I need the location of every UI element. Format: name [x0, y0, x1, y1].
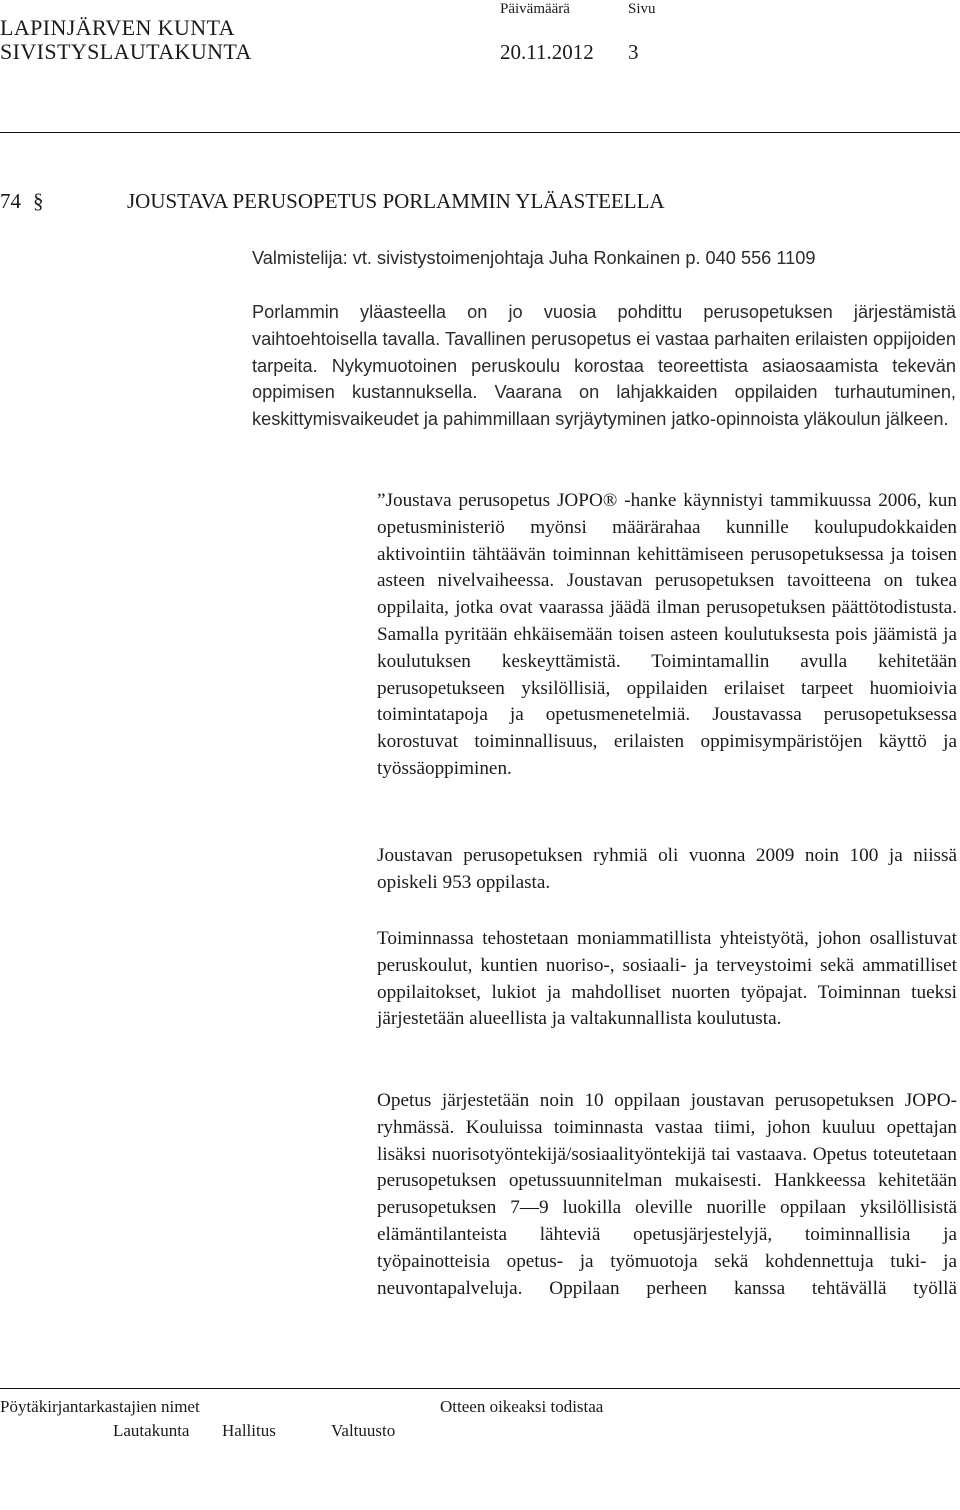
jopo-quote-paragraph: ”Joustava perusopetus JOPO® -hanke käynnistyi tammikuussa 2006, kun opetusministeriö myönsi määrärahaa kunnille koulupudokkaiden aktivointiin tähtäävän toiminnan kehittämiseen perusopetuksessa ja toisen asteen nivelvaiheessa. Joustavan perusopetuksen tavoitteena on tukea oppilaita, jotka ovat vaarassa jäädä ilman perusopetuksen päättötodistusta. Samalla pyritään ehkäisemään toisen asteen koulutuksesta pois jäämistä ja koulutuksen keskeyttämistä. Toimintamallin avulla kehitetään perusopetukseen yksilöllisiä, oppilaiden erilaiset tarpeet huomioivia toimintatapoja ja opetusmenetelmiä. Joustavassa perusopetuksessa korostuvat toiminnallisuus, erilaisten oppimisympäristöjen käyttö ja työssäoppiminen. — [377, 490, 957, 779]
groups-paragraph: Joustavan perusopetuksen ryhmiä oli vuonna 2009 noin 100 ja niissä opiskeli 953 oppilasta. — [377, 845, 957, 893]
cooperation-paragraph: Toiminnassa tehostetaan moniammatillista yhteistyötä, johon osallistuvat peruskoulut, kuntien nuoriso-, sosiaali- ja terveystoimi sekä ammatilliset oppilaitokset, lukiot ja mahdolliset nuorten työpajat. Toiminnan tueksi järjestetään alueellista ja valtakunnallista koulutusta. — [377, 928, 957, 1030]
section-sign: § — [33, 189, 44, 213]
header-divider — [0, 132, 960, 133]
intro-paragraph: Porlammin yläasteella on jo vuosia pohdittu perusopetuksen järjestämistä vaihtoehtoisella tavalla. Tavallinen perusopetus ei vastaa parhaiten erilaisten oppijoiden tarpeita. Nykymuotoinen peruskoulu korostaa teoreettista asiaosaamista tekevän oppimisen kustannuksella. Vaarana on lahjakkaiden oppilaiden turhautuminen, keskittymisvaikeudet ja pahimmillaan syrjäytyminen jatko-opinnoista yläkoulun jälkeen. — [252, 302, 956, 430]
committee-name: SIVISTYSLAUTAKUNTA — [0, 39, 252, 64]
certified-label: Otteen oikeaksi todistaa — [440, 1397, 604, 1416]
footer-divider — [0, 1388, 960, 1389]
page-number: 3 — [628, 40, 639, 64]
section-number: 74 — [0, 189, 21, 213]
footer-body-hallitus: Hallitus — [222, 1421, 276, 1440]
checkers-label: Pöytäkirjantarkastajien nimet — [0, 1397, 200, 1416]
teaching-paragraph: Opetus järjestetään noin 10 oppilaan joustavan perusopetuksen JOPO-ryhmässä. Kouluissa toiminnasta vastaa tiimi, johon kuuluu opettajan lisäksi nuorisotyöntekijä/sosiaalityöntekijä tai vastaava. Opetus toteutetaan perusopetuksen opetussuunnitelman mukaisesti. Hankkeessa kehitetään perusopetuksen 7—9 luokilla oleville nuorille oppilaan yksilöllisistä elämäntilanteista lähteviä opetusjärjestelyjä, toiminnallisia ja työpainotteisia opetus- ja työmuotoja sekä kohdennettuja tuki- ja neuvontapalveluja. Oppilaan perheen kanssa tehtävällä työllä — [377, 1090, 957, 1299]
footer-body-valtuusto: Valtuusto — [331, 1421, 396, 1440]
preparer-line: Valmistelija: vt. sivistystoimenjohtaja Juha Ronkainen p. 040 556 1109 — [252, 248, 816, 268]
section-title: JOUSTAVA PERUSOPETUS PORLAMMIN YLÄASTEELLA — [127, 189, 665, 213]
document-date: 20.11.2012 — [500, 40, 594, 64]
organization-name: LAPINJÄRVEN KUNTA — [0, 15, 235, 40]
footer-body-lautakunta: Lautakunta — [113, 1421, 190, 1440]
date-label: Päivämäärä — [500, 1, 570, 17]
page-label: Sivu — [628, 1, 656, 17]
